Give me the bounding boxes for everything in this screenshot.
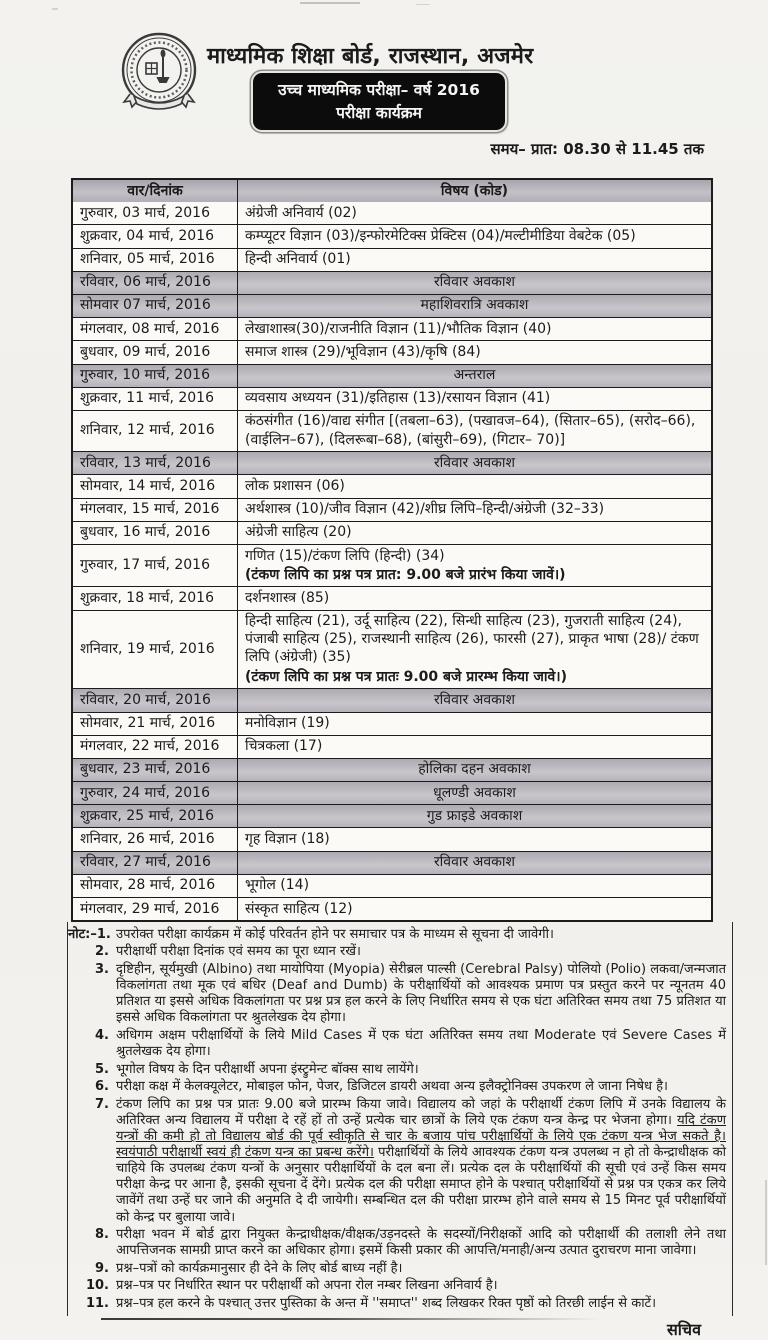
note-number: 11. [85, 1296, 109, 1312]
subject-cell [238, 587, 711, 609]
subject-cell [238, 249, 711, 271]
subject-text: कम्प्यूटर विज्ञान (03)/इन्फोरमेटिक्स प्रेक्टिस (04)/मल्टीमीडिया वेबटेक (05) [245, 227, 636, 244]
date-cell: शुक्रवार, 25 मार्च, 2016 [73, 805, 238, 827]
subject-text: दर्शनशास्त्र (85) [245, 589, 330, 606]
table-row [73, 202, 711, 224]
note-item [68, 944, 726, 960]
date-cell: शुक्रवार, 18 मार्च, 2016 [73, 587, 238, 609]
subject-text: गृह विज्ञान (18) [245, 830, 330, 847]
note-text-segment: प्रश्न–पत्र हल करने के पश्चात् उत्तर पुस्तिका के अन्त में ''समाप्त'' शब्द लिखकर रिक्त पृष्ठों को तिरछी लाईन से काटें। [116, 1296, 657, 1312]
date-cell: मंगलवार, 15 मार्च, 2016 [73, 499, 238, 521]
table-row [73, 410, 711, 451]
note-text [116, 1278, 726, 1294]
date-cell: सोमवार 07 मार्च, 2016 [73, 295, 238, 317]
note-text-segment: प्रश्न–पत्रों को कार्यक्रमानुसार ही देने के लिए बोर्ड बाध्य नहीं है। [116, 1260, 403, 1276]
note-text-segment: टंकण लिपि का प्रश्न पत्र प्रातः 9.00 बजे प्रारम्भ किया जावे। विद्यालय को जहां के परीक्षार्थी टंकण लिपि में उनके विद्यालय के अतिरिक्त अन्य विद्यालय में परीक्षा दे रहें हों तो उन्हें प्रत्येक चार छात्रों के लिये एक टंकण यन्त्र केन्द्र पर भेजना होगा। [116, 1096, 726, 1128]
note-number: 2. [95, 944, 109, 960]
subject-cell [238, 611, 711, 689]
table-row [73, 827, 711, 850]
subject-cell [238, 545, 711, 586]
subject-cell [238, 875, 711, 897]
subject-text: कंठसंगीत (16)/वाद्य संगीत [(तबला–63), (पखावज–64), (सितार–65), (सरोद–66), (वाईलिन–67), (दिलरूबा–68), (बांसुरी–69), (गिटार– 70)] [245, 413, 696, 448]
table-row-holiday [73, 294, 711, 317]
subject-text: मनोविज्ञान (19) [245, 715, 330, 731]
table-row-holiday [73, 364, 711, 387]
table-row [73, 586, 711, 609]
exam-schedule-table [71, 178, 713, 922]
date-cell: शनिवार, 26 मार्च, 2016 [73, 828, 238, 850]
date-cell: रविवार, 20 मार्च, 2016 [73, 689, 238, 711]
subject-text: होलिका दहन अवकाश [418, 761, 531, 778]
note-number: 5. [95, 1061, 109, 1077]
date-cell: मंगलवार, 08 मार्च, 2016 [73, 318, 238, 340]
table-row-holiday [73, 851, 711, 874]
board-seal-icon [116, 30, 202, 122]
date-cell: रविवार, 06 मार्च, 2016 [73, 272, 238, 294]
subject-text: अंग्रेजी साहित्य (20) [245, 524, 352, 541]
date-cell: शुक्रवार, 04 मार्च, 2016 [73, 225, 238, 247]
note-item [68, 1079, 726, 1095]
note-text [116, 1062, 726, 1078]
note-text-segment: परीक्षा भवन में बोर्ड द्वारा नियुक्त केन्द्राधीक्षक/वीक्षक/उड़नदस्ते के सदस्यों/निरीक्षकों आदि को परीक्षार्थी की तलाशी लेने तथा आपत्तिजनक सामग्री प्राप्त करने का अधिकार होगा। इसमें किसी प्रकार की आपत्ति/मनाही/अन्य उत्पात दुराचरण माना जावेगा। [116, 1227, 726, 1259]
note-number: 10. [85, 1278, 109, 1294]
note-number: 9. [95, 1260, 109, 1276]
subject-text: गुड फ्राइडे अवकाश [426, 807, 523, 824]
subject-cell [238, 225, 711, 247]
holiday-cell [238, 759, 711, 781]
note-text [116, 1261, 726, 1277]
note-item [68, 927, 726, 943]
date-cell: मंगलवार, 29 मार्च, 2016 [73, 898, 238, 920]
subject-text: भूगोल (14) [245, 877, 310, 894]
subject-text: अन्तराल [453, 367, 496, 383]
subject-cell [238, 522, 711, 544]
table-row [73, 387, 711, 410]
holiday-cell [238, 365, 711, 387]
note-text [116, 1097, 726, 1226]
subject-text: धूलण्डी अवकाश [433, 784, 516, 801]
table-row-holiday [73, 804, 711, 827]
holiday-cell [238, 272, 711, 294]
col-header-day-date: वार/दिनांक [73, 180, 238, 202]
date-cell: रविवार, 27 मार्च, 2016 [73, 852, 238, 874]
table-row [73, 317, 711, 340]
exam-table-body [73, 202, 711, 920]
page-title: माध्यमिक शिक्षा बोर्ड, राजस्थान, अजमेर [207, 44, 534, 69]
table-row-holiday [73, 451, 711, 474]
note-item [68, 1278, 726, 1294]
subject-cell [238, 411, 711, 451]
note-number: 6. [95, 1079, 109, 1095]
date-cell: मंगलवार, 22 मार्च, 2016 [73, 736, 238, 758]
holiday-cell [238, 782, 711, 804]
subject-cell [238, 828, 711, 850]
subject-text: हिन्दी अनिवार्य (01) [245, 251, 351, 268]
table-row [73, 340, 711, 363]
table-row [73, 712, 711, 735]
table-header-row [73, 180, 711, 202]
note-text [116, 927, 726, 943]
scan-artifact [300, 2, 360, 4]
date-cell: गुरुवार, 17 मार्च, 2016 [73, 545, 238, 586]
note-text-segment: अधिगम अक्षम परीक्षार्थियों के लिये Mild Cases में एक घंटा अतिरिक्त समय तथा Moderate एवं Severe Cases में श्रुतलेखक देय होगा। [116, 1027, 726, 1059]
note-text-underlined: यदि टंकण यन्त्रों की कमी हो तो विद्यालय बोर्ड की पूर्व स्वीकृति से चार के बजाय पांच परीक्षार्थियों के लिये एक टंकण यन्त्र भेज सकते है। स्वयंपाठी परीक्षार्थी स्वयं ही टंकण यन्त्र का प्रबन्ध करेंगे। [116, 1112, 726, 1161]
subject-text: रविवार अवकाश [433, 274, 516, 291]
subject-text: अंग्रेजी अनिवार्य (02) [245, 204, 357, 221]
date-cell: बुधवार, 23 मार्च, 2016 [73, 759, 238, 781]
banner-line1: उच्च माध्यमिक परीक्षा– वर्ष 2016 [278, 81, 480, 100]
date-cell: शनिवार, 19 मार्च, 2016 [73, 611, 238, 689]
table-row [73, 224, 711, 247]
note-text-segment: दृष्टिहीन, सूर्यमुखी (Albino) तथा मायोपिया (Myopia) सेरीब्रल पाल्सी (Cerebral Palsy) पोलियो (Polio) लकवा/जन्मजात विकलांगता तथा मूक एवं बधिर (Deaf and Dumb) के परीक्षार्थियों को आवश्यक प्रमाण पत्र प्रस्तुत करने पर न्यूनतम 40 प्रतिशत या इससे अधिक विकलांगता पर प्रश्न प्रत्र हल करने के लिए निर्धारित समय से एक घंटा अतिरिक्त समय तथा 75 प्रतिशत या इससे अधिक विकलांगता पर श्रुतलेखक देय होगा। [116, 961, 726, 1026]
note-item [68, 1028, 726, 1060]
note-text [116, 1079, 726, 1095]
subject-text: महाशिवरात्रि अवकाश [420, 297, 529, 314]
table-row [73, 735, 711, 758]
date-cell: गुरुवार, 03 मार्च, 2016 [73, 202, 238, 224]
scan-artifact [765, 1180, 767, 1265]
date-cell: शुक्रवार, 11 मार्च, 2016 [73, 388, 238, 410]
subject-text: रविवार अवकाश [433, 854, 516, 871]
note-text-segment: प्रश्न–पत्र पर निर्धारित स्थान पर परीक्षार्थी को अपना रोल नम्बर लिखना अनिवार्य है। [116, 1278, 498, 1294]
subject-text: व्यवसाय अध्ययन (31)/इतिहास (13)/रसायन विज्ञान (41) [245, 390, 551, 407]
subject-cell [238, 898, 711, 920]
subject-cell [238, 341, 711, 363]
typing-time-note: (टंकण लिपि का प्रश्न पत्र प्रातः 9.00 बजे प्रारम्भ किया जावे।) [245, 668, 567, 685]
table-row-holiday [73, 781, 711, 804]
subject-cell [238, 713, 711, 735]
subject-text: संस्कृत साहित्य (12) [245, 900, 353, 917]
table-row [73, 897, 711, 920]
subject-text: रविवार अवकाश [433, 691, 516, 708]
banner-line2: परीक्षा कार्यक्रम [336, 103, 422, 122]
note-text-segment: परीक्षार्थी परीक्षा दिनांक एवं समय का पूरा ध्यान रखें। [116, 944, 361, 960]
holiday-cell [238, 852, 711, 874]
date-cell: बुधवार, 09 मार्च, 2016 [73, 341, 238, 363]
main-column [67, 178, 737, 1339]
scan-artifact [416, 4, 430, 5]
note-item [68, 1062, 726, 1078]
date-cell: गुरुवार, 24 मार्च, 2016 [73, 782, 238, 804]
note-text [116, 944, 726, 960]
note-text [116, 1227, 726, 1259]
note-text-segment: भूगोल विषय के दिन परीक्षार्थी अपना इंस्ट्रुमेन्ट बॉक्स साथ लायेंगे। [116, 1061, 419, 1077]
note-number: 7. [95, 1096, 109, 1112]
date-cell: बुधवार, 16 मार्च, 2016 [73, 522, 238, 544]
subject-text: हिन्दी साहित्य (21), उर्दू साहित्य (22), सिन्धी साहित्य (23), गुजराती साहित्य (24), पंजाबी साहित्य (25), राजस्थानी साहित्य (26), फारसी (27), प्राकृत भाषा (28)/ टंकण लिपि (अंग्रेजी) (35) [245, 613, 699, 666]
subject-text: गणित (15)/टंकण लिपि (हिन्दी) (34) [245, 547, 445, 564]
table-row-holiday [73, 271, 711, 294]
subject-text: लेखाशास्त्र(30)/राजनीति विज्ञान (11)/भौतिक विज्ञान (40) [245, 320, 552, 337]
notes-section [67, 922, 733, 1316]
date-cell: शनिवार, 12 मार्च, 2016 [73, 411, 238, 451]
subject-cell [238, 202, 711, 224]
note-text [116, 1028, 726, 1060]
note-item [68, 1261, 726, 1277]
table-row [73, 248, 711, 271]
note-text-segment: उपरोक्त परीक्षा कार्यक्रम में कोई परिवर्तन होने पर समाचार पत्र के माध्यम से सूचना दी जावेगी। [116, 926, 554, 942]
holiday-cell [238, 805, 711, 827]
date-cell: सोमवार, 28 मार्च, 2016 [73, 875, 238, 897]
table-row [73, 544, 711, 586]
subject-text: रविवार अवकाश [433, 454, 516, 471]
subject-cell [238, 736, 711, 758]
date-cell: रविवार, 13 मार्च, 2016 [73, 452, 238, 474]
subject-cell [238, 388, 711, 410]
note-number: 3. [95, 961, 109, 977]
note-text-segment: परीक्षार्थियों के लिये आवश्यक टंकण यन्त्र उपलब्ध न हो तो केन्द्राधीक्षक को चाहिये कि उपलब्ध टंकण यन्त्रों के अनुसार परीक्षार्थियों के दल बना लें। प्रत्येक दल के परीक्षार्थियों की सूची एवं उन्हें किस समय परीक्षा केन्द्र पर आना है, इसकी सूचना दें देंगे। प्रत्येक दल की परीक्षा समाप्त होने के पश्चात् परीक्षार्थियों से प्रश्न पत्र एकत्र कर लिये जावेंगें तथा उन्हें घर जाने की अनुमति दे दी जायेगी। सम्बन्धित दल की परीक्षा प्रारम्भ होने वाले समय से 15 मिनट पूर्व परीक्षार्थियों को केन्द्र पर बुलाया जावे। [116, 1145, 726, 1225]
note-text-segment: परीक्षा कक्ष में केलक्यूलेटर, मोबाइल फोन, पेजर, डिजिटल डायरी अथवा अन्य इलैक्ट्रोनिक्स उपकरण ले जाना निषेध है। [116, 1079, 668, 1095]
exam-banner [253, 73, 505, 130]
note-item [68, 1227, 726, 1259]
note-number: 4. [95, 1027, 109, 1043]
date-cell: शनिवार, 05 मार्च, 2016 [73, 249, 238, 271]
note-text [116, 1296, 726, 1312]
table-row [73, 498, 711, 521]
date-cell: गुरुवार, 10 मार्च, 2016 [73, 365, 238, 387]
subject-text: चित्रकला (17) [245, 738, 323, 755]
subject-text: लोक प्रशासन (06) [245, 477, 345, 494]
bottom-rule [101, 1318, 601, 1320]
subject-cell [238, 475, 711, 497]
note-text [116, 962, 726, 1026]
note-number: नोट:–1. [68, 926, 111, 942]
table-row-holiday [73, 758, 711, 781]
signature-secretary: सचिव [666, 1319, 701, 1339]
table-row [73, 474, 711, 497]
subject-cell [238, 499, 711, 521]
holiday-cell [238, 452, 711, 474]
table-row [73, 610, 711, 689]
subject-text: समाज शास्त्र (29)/भूविज्ञान (43)/कृषि (84) [245, 343, 481, 360]
note-item [68, 962, 726, 1026]
table-row-holiday [73, 688, 711, 711]
date-cell: सोमवार, 14 मार्च, 2016 [73, 475, 238, 497]
table-row [73, 874, 711, 897]
holiday-cell [238, 689, 711, 711]
typing-time-note: (टंकण लिपि का प्रश्न पत्र प्रात: 9.00 बजे प्रारंभ किया जावें।) [245, 566, 566, 583]
exam-time: समय– प्रात: 08.30 से 11.45 तक [490, 140, 704, 158]
table-row [73, 521, 711, 544]
subject-cell [238, 318, 711, 340]
date-cell: सोमवार, 21 मार्च, 2016 [73, 713, 238, 735]
scan-artifact [52, 8, 58, 10]
col-header-subject: विषय (कोड) [440, 182, 509, 199]
note-item [68, 1296, 726, 1312]
note-item [68, 1097, 726, 1226]
holiday-cell [238, 295, 711, 317]
subject-text: अर्थशास्त्र (10)/जीव विज्ञान (42)/शीघ्र लिपि–हिन्दी/अंग्रेजी (32–33) [245, 501, 605, 518]
note-number: 8. [95, 1227, 109, 1243]
